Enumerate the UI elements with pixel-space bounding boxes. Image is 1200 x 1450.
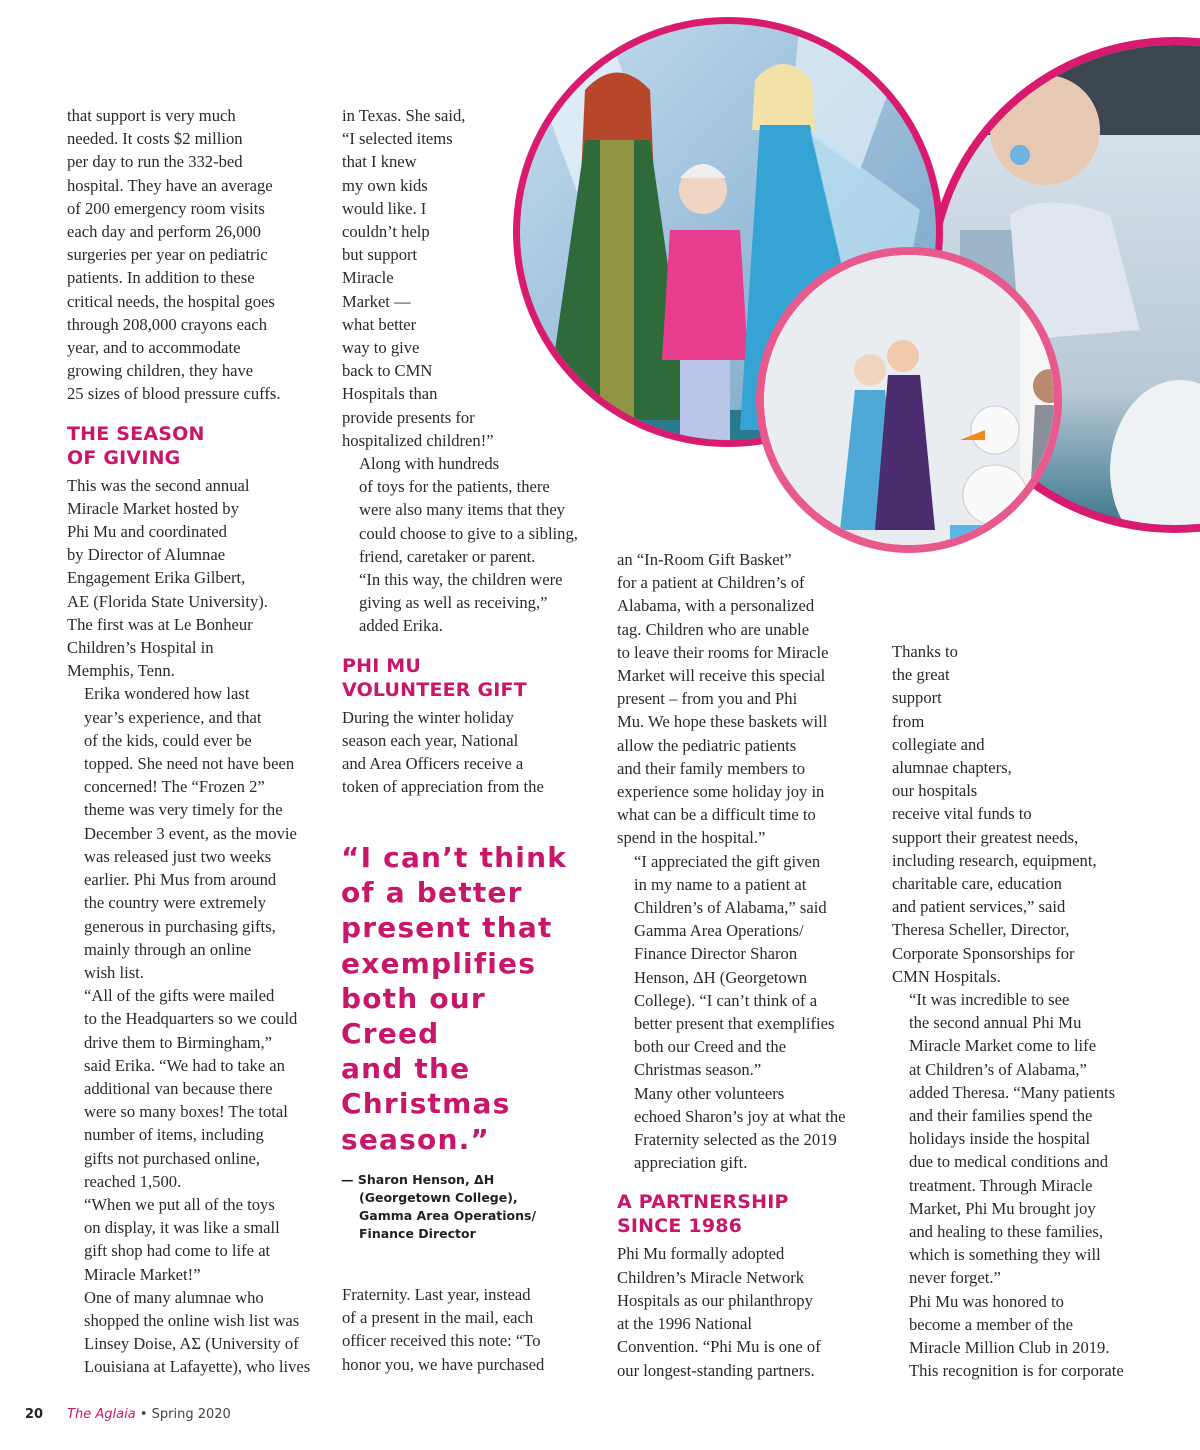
text-line: at Children’s of Alabama,”: [909, 1059, 1087, 1079]
text-line: including research, equipment,: [892, 850, 1097, 870]
paragraph-gifts-mailed: [67, 984, 322, 1193]
article-column-4: [892, 640, 1152, 1383]
text-line: additional van because there: [84, 1078, 273, 1098]
text-line: A PARTNERSHIP: [617, 1191, 789, 1214]
text-line: holidays inside the hospital: [909, 1129, 1091, 1149]
text-line: SINCE 1986: [617, 1215, 743, 1238]
text-line: by Director of Alumnae: [67, 545, 226, 565]
text-line: Erika wondered how last: [84, 684, 250, 704]
text-line: to the Headquarters so we could: [84, 1009, 298, 1029]
text-line: CMN Hospitals.: [892, 966, 1001, 986]
text-line: Louisiana at Lafayette), who lives: [84, 1357, 311, 1377]
paragraph-wish-list: [67, 1286, 322, 1379]
text-line: appreciation gift.: [634, 1153, 748, 1173]
text-line: were so many boxes! The total: [84, 1102, 288, 1122]
text-line: number of items, including: [84, 1125, 264, 1145]
text-line: Christmas season.”: [634, 1060, 762, 1080]
text-line: spend in the hospital.”: [617, 828, 766, 848]
text-line: provide presents for: [342, 407, 475, 427]
text-line: Phi Mu and coordinated: [67, 522, 227, 542]
text-line: Henson, ΔH (Georgetown: [634, 967, 808, 987]
text-line: Phi Mu formally adopted: [617, 1244, 785, 1264]
text-line: both our: [341, 981, 486, 1015]
text-line: drive them to Birmingham,”: [84, 1032, 273, 1052]
text-line: and healing to these families,: [909, 1222, 1103, 1242]
text-line: echoed Sharon’s joy at what the: [634, 1106, 846, 1126]
text-line: season.”: [341, 1122, 491, 1156]
text-line: Hospitals than: [342, 384, 438, 404]
text-line: and the: [341, 1052, 471, 1086]
text-line: gift shop had come to life at: [84, 1241, 271, 1261]
text-line: the country were extremely: [84, 893, 266, 913]
text-line: shopped the online wish list was: [84, 1310, 300, 1330]
text-line: way to give: [342, 338, 420, 358]
attribution-line: (Georgetown College),: [359, 1190, 518, 1205]
text-line: to leave their rooms for Miracle: [617, 642, 829, 662]
text-line: added Theresa. “Many patients: [909, 1082, 1116, 1102]
paragraph-toys-display: [67, 1193, 322, 1286]
text-line: per day to run the 332-bed: [67, 152, 243, 172]
text-line: December 3 event, as the movie: [84, 823, 297, 843]
text-line: receive vital funds to: [892, 804, 1032, 824]
text-line: Theresa Scheller, Director,: [892, 920, 1070, 940]
text-line: season each year, National: [342, 730, 519, 750]
text-line: our hospitals: [892, 781, 978, 801]
attribution-line: — Sharon Henson, ΔH: [341, 1172, 495, 1187]
text-line: back to CMN: [342, 361, 433, 381]
text-line: what can be a difficult time to: [617, 805, 816, 825]
text-line: Market —: [342, 291, 411, 311]
text-line: hospital. They have an average: [67, 175, 273, 195]
text-line: what better: [342, 314, 417, 334]
text-line: were also many items that they: [359, 500, 565, 520]
text-line: but support: [342, 245, 418, 265]
text-line: “All of the gifts were mailed: [84, 986, 275, 1006]
text-line: Christmas: [341, 1087, 511, 1121]
article-column-1: [67, 104, 322, 1379]
text-line: hospitalized children!”: [342, 430, 494, 450]
paragraph-toys-siblings: [342, 452, 602, 638]
text-line: OF GIVING: [67, 446, 181, 469]
text-line: said Erika. “We had to take an: [84, 1055, 285, 1075]
paragraph-frozen-theme: [67, 682, 322, 984]
text-line: generous in purchasing gifts,: [84, 916, 276, 936]
footer-separator: •: [135, 1407, 152, 1422]
text-line: reached 1,500.: [84, 1171, 182, 1191]
text-line: Miracle Market hosted by: [67, 498, 239, 518]
text-line: better present that exemplifies: [634, 1014, 835, 1034]
text-line: exemplifies: [341, 946, 537, 980]
text-line: “I selected items: [342, 129, 453, 149]
text-line: Children’s Hospital in: [67, 638, 214, 658]
text-line: couldn’t help: [342, 222, 430, 242]
text-line: THE SEASON: [67, 422, 205, 445]
paragraph-sharon-quote: [617, 850, 877, 1082]
text-line: that support is very much: [67, 106, 236, 125]
attribution-line: Gamma Area Operations/: [359, 1208, 537, 1223]
article-column-2: [342, 104, 602, 798]
text-line: Fraternity. Last year, instead: [342, 1285, 531, 1304]
text-line: in Texas. She said,: [342, 106, 466, 125]
text-line: Gamma Area Operations/: [634, 921, 804, 941]
text-line: the great: [892, 665, 950, 685]
text-line: in my name to a patient at: [634, 874, 807, 894]
issue-label: Spring 2020: [151, 1407, 231, 1422]
text-line: and patient services,” said: [892, 897, 1066, 917]
text-line: Linsey Doise, AΣ (University of: [84, 1334, 299, 1354]
paragraph-hospital-needs: [67, 104, 322, 406]
text-line: from: [892, 711, 925, 731]
text-line: During the winter holiday: [342, 707, 514, 727]
text-line: support: [892, 688, 942, 708]
heading-season-of-giving: [67, 422, 322, 470]
text-line: honor you, we have purchased: [342, 1354, 545, 1374]
text-line: which is something they will: [909, 1245, 1101, 1265]
paragraph-miracle-million: [892, 1290, 1152, 1383]
text-line: Children’s Miracle Network: [617, 1267, 805, 1287]
text-line: Thanks to: [892, 642, 958, 661]
text-line: Market will receive this special: [617, 666, 826, 686]
text-line: Miracle: [342, 268, 394, 288]
text-line: year’s experience, and that: [84, 707, 262, 727]
text-line: Engagement Erika Gilbert,: [67, 568, 246, 588]
text-line: “I appreciated the gift given: [634, 851, 821, 871]
text-line: my own kids: [342, 175, 428, 195]
text-line: through 208,000 crayons each: [67, 314, 267, 334]
attribution-line: Finance Director: [359, 1226, 476, 1241]
text-line: Mu. We hope these baskets will: [617, 712, 828, 732]
text-line: Phi Mu was honored to: [909, 1291, 1064, 1311]
text-line: critical needs, the hospital goes: [67, 291, 275, 311]
text-line: support their greatest needs,: [892, 827, 1079, 847]
text-line: was released just two weeks: [84, 846, 272, 866]
text-line: present – from you and Phi: [617, 689, 798, 709]
text-line: of a better: [341, 876, 523, 910]
text-line: present that: [341, 911, 553, 945]
paragraph-linsey-quote: [342, 104, 602, 452]
text-line: each day and perform 26,000: [67, 222, 261, 242]
text-line: become a member of the: [909, 1314, 1074, 1334]
text-line: added Erika.: [359, 616, 443, 636]
text-line: Market, Phi Mu brought joy: [909, 1198, 1096, 1218]
text-line: Miracle Market!”: [84, 1264, 201, 1284]
text-line: The first was at Le Bonheur: [67, 614, 253, 634]
text-line: This recognition is for corporate: [909, 1361, 1124, 1381]
text-line: charitable care, education: [892, 874, 1062, 894]
text-line: concerned! The “Frozen 2”: [84, 777, 265, 797]
text-line: patients. In addition to these: [67, 268, 255, 288]
text-line: an “In-Room Gift Basket”: [617, 550, 792, 569]
heading-partnership: [617, 1190, 877, 1238]
text-line: Finance Director Sharon: [634, 944, 798, 964]
text-line: gifts not purchased online,: [84, 1148, 261, 1168]
text-line: needed. It costs $2 million: [67, 129, 243, 149]
text-line: Miracle Million Club in 2019.: [909, 1338, 1110, 1358]
text-line: earlier. Phi Mus from around: [84, 870, 277, 890]
text-line: “It was incredible to see: [909, 990, 1070, 1010]
text-line: “When we put all of the toys: [84, 1194, 275, 1214]
text-line: Children’s of Alabama,” said: [634, 898, 827, 918]
paragraph-volunteers: [617, 1082, 877, 1175]
text-line: Along with hundreds: [359, 454, 500, 474]
magazine-title: The Aglaia: [67, 1407, 136, 1422]
text-line: One of many alumnae who: [84, 1287, 264, 1307]
paragraph-theresa-thanks: [892, 640, 1152, 988]
text-line: our longest-standing partners.: [617, 1360, 815, 1380]
text-line: 25 sizes of blood pressure cuffs.: [67, 384, 281, 404]
text-line: growing children, they have: [67, 361, 254, 381]
text-line: VOLUNTEER GIFT: [342, 678, 527, 701]
text-line: wish list.: [84, 962, 144, 982]
text-line: both our Creed and the: [634, 1037, 787, 1057]
text-line: of 200 emergency room visits: [67, 198, 265, 218]
text-line: of toys for the patients, there: [359, 477, 550, 497]
text-line: that I knew: [342, 152, 417, 172]
text-line: year, and to accommodate: [67, 338, 241, 358]
text-line: topped. She need not have been: [84, 754, 295, 774]
paragraph-cmn-adoption: [617, 1242, 877, 1381]
text-line: surgeries per year on pediatric: [67, 245, 268, 265]
pull-quote: [341, 840, 591, 1157]
text-line: friend, caretaker or parent.: [359, 546, 536, 566]
text-line: officer received this note: “To: [342, 1331, 541, 1351]
text-line: “I can’t think: [341, 841, 568, 874]
paragraph-gift-basket: [617, 548, 877, 850]
text-line: Miracle Market come to life: [909, 1036, 1097, 1056]
text-line: theme was very timely for the: [84, 800, 283, 820]
text-line: “In this way, the children were: [359, 570, 563, 590]
text-line: could choose to give to a sibling,: [359, 523, 578, 543]
text-line: tag. Children who are unable: [617, 619, 810, 639]
text-line: on display, it was like a small: [84, 1218, 280, 1238]
page-number: 20: [25, 1407, 44, 1422]
text-line: PHI MU: [342, 654, 422, 677]
text-line: due to medical conditions and: [909, 1152, 1109, 1172]
text-line: collegiate and: [892, 734, 985, 754]
text-line: and Area Officers receive a: [342, 754, 524, 774]
paragraph-miracle-market: [67, 474, 322, 683]
text-line: alumnae chapters,: [892, 758, 1012, 778]
text-line: token of appreciation from the: [342, 777, 544, 797]
text-line: Memphis, Tenn.: [67, 661, 175, 681]
paragraph-theresa-quote: [892, 988, 1152, 1290]
text-line: Alabama, with a personalized: [617, 596, 815, 616]
heading-volunteer-gift: [342, 654, 602, 702]
pull-quote-attribution: [341, 1171, 591, 1243]
text-line: Many other volunteers: [634, 1083, 785, 1103]
text-line: treatment. Through Miracle: [909, 1175, 1093, 1195]
text-line: of a present in the mail, each: [342, 1308, 534, 1328]
text-line: the second annual Phi Mu: [909, 1013, 1082, 1033]
text-line: Creed: [341, 1017, 440, 1051]
text-line: Fraternity selected as the 2019: [634, 1130, 837, 1150]
paragraph-officer-note: [342, 1283, 602, 1376]
text-line: allow the pediatric patients: [617, 735, 797, 755]
text-line: Convention. “Phi Mu is one of: [617, 1337, 821, 1357]
text-line: AE (Florida State University).: [67, 591, 268, 611]
text-line: of the kids, could ever be: [84, 730, 252, 750]
page-footer: [25, 1407, 231, 1422]
article-column-3: [617, 548, 877, 1382]
text-line: giving as well as receiving,”: [359, 593, 548, 613]
text-line: never forget.”: [909, 1268, 1001, 1288]
text-line: Corporate Sponsorships for: [892, 943, 1075, 963]
text-line: and their family members to: [617, 758, 806, 778]
article-column-2-continued: [342, 1283, 602, 1376]
text-line: College). “I can’t think of a: [634, 990, 818, 1010]
text-line: for a patient at Children’s of: [617, 573, 805, 593]
text-line: would like. I: [342, 198, 427, 218]
text-line: and their families spend the: [909, 1106, 1093, 1126]
text-line: This was the second annual: [67, 475, 250, 495]
paragraph-winter-holiday: [342, 706, 602, 799]
text-line: mainly through an online: [84, 939, 252, 959]
text-line: at the 1996 National: [617, 1314, 753, 1334]
text-line: Hospitals as our philanthropy: [617, 1290, 813, 1310]
text-line: experience some holiday joy in: [617, 782, 825, 802]
